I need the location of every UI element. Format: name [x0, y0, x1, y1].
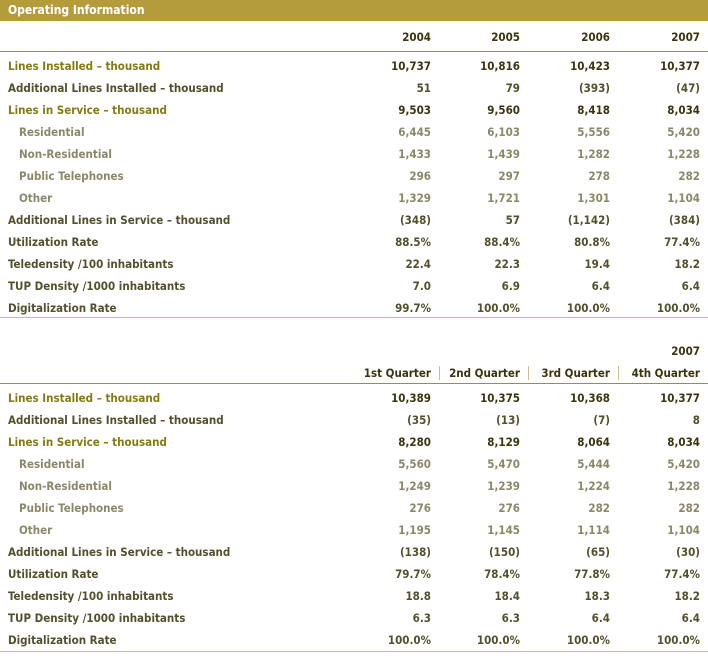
annual-header-row — [0, 27, 708, 49]
row-value: 57 — [505, 213, 520, 227]
table-row — [0, 432, 708, 454]
row-value: 10,737 — [391, 59, 431, 73]
divider — [0, 51, 708, 52]
row-value: 18.3 — [584, 589, 610, 603]
row-value: 1,721 — [487, 191, 520, 205]
row-value: 10,389 — [391, 391, 431, 405]
row-value: 18.8 — [405, 589, 431, 603]
row-value: 1,104 — [667, 191, 700, 205]
row-value: 1,282 — [577, 147, 610, 161]
column-separator — [439, 366, 440, 380]
row-value: 18.2 — [674, 589, 700, 603]
table-row — [0, 56, 708, 78]
divider — [0, 383, 708, 384]
column-separator — [528, 366, 529, 380]
row-label: Other — [19, 191, 53, 205]
row-value: 1,433 — [398, 147, 431, 161]
row-label: Digitalization Rate — [8, 633, 117, 647]
table-row — [0, 608, 708, 630]
row-value: 296 — [409, 169, 431, 183]
table-row — [0, 188, 708, 210]
row-value: (13) — [496, 413, 520, 427]
row-value: 7.0 — [412, 279, 431, 293]
row-label: Residential — [19, 125, 85, 139]
row-value: 99.7% — [395, 301, 431, 315]
row-value: 8,064 — [577, 435, 610, 449]
row-value: 276 — [498, 501, 520, 515]
row-value: 6.9 — [501, 279, 520, 293]
row-value: 5,560 — [398, 457, 431, 471]
row-value: 78.4% — [484, 567, 520, 581]
row-value: 5,420 — [667, 125, 700, 139]
row-value: 5,420 — [667, 457, 700, 471]
row-value: 278 — [588, 169, 610, 183]
table-row — [0, 100, 708, 122]
table-row — [0, 254, 708, 276]
row-label: Residential — [19, 457, 85, 471]
row-value: 6.4 — [681, 611, 700, 625]
row-value: 8,034 — [667, 435, 700, 449]
table-row — [0, 144, 708, 166]
row-value: 8,034 — [667, 103, 700, 117]
row-value: 88.5% — [395, 235, 431, 249]
row-value: (348) — [399, 213, 431, 227]
row-label: TUP Density /1000 inhabitants — [8, 611, 186, 625]
row-value: 1,228 — [667, 479, 700, 493]
row-label: Additional Lines in Service – thousand — [8, 545, 231, 559]
table-row — [0, 232, 708, 254]
row-label: Additional Lines in Service – thousand — [8, 213, 231, 227]
row-value: 282 — [678, 169, 700, 183]
row-value: 8,418 — [577, 103, 610, 117]
row-value: (150) — [488, 545, 520, 559]
row-value: 5,556 — [577, 125, 610, 139]
table-row — [0, 166, 708, 188]
row-value: 1,239 — [487, 479, 520, 493]
row-value: 6,103 — [487, 125, 520, 139]
row-label: Non-Residential — [19, 479, 112, 493]
table-row — [0, 410, 708, 432]
quarterly-table — [0, 341, 708, 385]
row-label: TUP Density /1000 inhabitants — [8, 279, 186, 293]
year-label: 2007 — [671, 344, 700, 358]
row-value: 1,224 — [577, 479, 610, 493]
row-value: 18.2 — [674, 257, 700, 271]
row-label: Additional Lines Installed – thousand — [8, 81, 224, 95]
row-value: 88.4% — [484, 235, 520, 249]
table-row — [0, 210, 708, 232]
column-header: 2005 — [491, 30, 520, 44]
row-value: 100.0% — [476, 633, 520, 647]
row-value: 100.0% — [476, 301, 520, 315]
quarterly-header-row — [0, 363, 708, 385]
column-header: 1st Quarter — [363, 366, 431, 380]
row-label: Utilization Rate — [8, 235, 99, 249]
row-label: Additional Lines Installed – thousand — [8, 413, 224, 427]
row-value: 1,329 — [398, 191, 431, 205]
row-label: Lines in Service – thousand — [8, 103, 167, 117]
column-header: 3rd Quarter — [541, 366, 610, 380]
row-label: Lines Installed – thousand — [8, 59, 161, 73]
row-value: 100.0% — [656, 301, 700, 315]
row-label: Public Telephones — [19, 501, 124, 515]
row-label: Teledensity /100 inhabitants — [8, 589, 174, 603]
row-value: 51 — [416, 81, 431, 95]
divider — [0, 651, 708, 652]
table-row — [0, 388, 708, 410]
row-value: (384) — [668, 213, 700, 227]
table-row — [0, 542, 708, 564]
row-value: (65) — [586, 545, 610, 559]
column-separator — [618, 366, 619, 380]
row-value: 10,377 — [660, 59, 700, 73]
row-value: 1,301 — [577, 191, 610, 205]
table-row — [0, 586, 708, 608]
row-label: Lines Installed – thousand — [8, 391, 161, 405]
row-value: 1,195 — [398, 523, 431, 537]
table-row — [0, 454, 708, 476]
row-value: (393) — [578, 81, 610, 95]
row-value: 8,280 — [398, 435, 431, 449]
column-header: 2006 — [581, 30, 610, 44]
row-value: (138) — [399, 545, 431, 559]
table-row — [0, 520, 708, 542]
section-title: Operating Information — [8, 3, 145, 17]
row-value: 276 — [409, 501, 431, 515]
row-value: 80.8% — [574, 235, 610, 249]
row-value: (1,142) — [567, 213, 610, 227]
row-value: 77.8% — [574, 567, 610, 581]
row-value: 100.0% — [656, 633, 700, 647]
table-row — [0, 78, 708, 100]
row-value: 6.4 — [681, 279, 700, 293]
row-value: 6.4 — [591, 279, 610, 293]
table-row — [0, 630, 708, 652]
row-value: 282 — [678, 501, 700, 515]
table-row — [0, 498, 708, 520]
section-header — [0, 0, 708, 21]
table-row — [0, 122, 708, 144]
row-value: 1,114 — [577, 523, 610, 537]
row-value: 5,470 — [487, 457, 520, 471]
row-value: 1,439 — [487, 147, 520, 161]
table-row — [0, 476, 708, 498]
row-value: 1,228 — [667, 147, 700, 161]
row-value: 100.0% — [566, 633, 610, 647]
row-label: Non-Residential — [19, 147, 112, 161]
row-value: 9,503 — [398, 103, 431, 117]
row-value: 10,377 — [660, 391, 700, 405]
column-header: 2007 — [671, 30, 700, 44]
row-label: Teledensity /100 inhabitants — [8, 257, 174, 271]
row-value: 18.4 — [494, 589, 520, 603]
row-value: 6.3 — [501, 611, 520, 625]
row-value: (35) — [407, 413, 431, 427]
row-label: Lines in Service – thousand — [8, 435, 167, 449]
quarterly-year-row — [0, 341, 708, 363]
annual-table-body — [0, 56, 708, 320]
table-row — [0, 276, 708, 298]
row-value: 100.0% — [566, 301, 610, 315]
row-value: 8,129 — [487, 435, 520, 449]
row-value: 1,104 — [667, 523, 700, 537]
column-header: 2nd Quarter — [449, 366, 520, 380]
row-label: Other — [19, 523, 53, 537]
row-value: 6.3 — [412, 611, 431, 625]
column-header: 2004 — [402, 30, 431, 44]
row-value: 297 — [498, 169, 520, 183]
row-value: 22.4 — [405, 257, 431, 271]
row-value: 10,375 — [480, 391, 520, 405]
row-value: 100.0% — [387, 633, 431, 647]
row-value: (47) — [676, 81, 700, 95]
row-value: 1,249 — [398, 479, 431, 493]
row-value: 77.4% — [664, 235, 700, 249]
row-value: 10,368 — [570, 391, 610, 405]
row-value: 8 — [692, 413, 700, 427]
row-value: 19.4 — [584, 257, 610, 271]
row-value: 77.4% — [664, 567, 700, 581]
divider — [0, 317, 708, 318]
row-value: (30) — [676, 545, 700, 559]
row-label: Public Telephones — [19, 169, 124, 183]
table-row — [0, 564, 708, 586]
row-value: 22.3 — [494, 257, 520, 271]
column-header: 4th Quarter — [631, 366, 700, 380]
row-value: (7) — [593, 413, 610, 427]
row-value: 10,816 — [480, 59, 520, 73]
row-value: 5,444 — [577, 457, 610, 471]
row-value: 6.4 — [591, 611, 610, 625]
quarterly-table-body — [0, 388, 708, 652]
row-value: 79 — [505, 81, 520, 95]
row-label: Digitalization Rate — [8, 301, 117, 315]
annual-table — [0, 27, 708, 49]
row-value: 79.7% — [395, 567, 431, 581]
row-label: Utilization Rate — [8, 567, 99, 581]
row-value: 9,560 — [487, 103, 520, 117]
row-value: 6,445 — [398, 125, 431, 139]
row-value: 10,423 — [570, 59, 610, 73]
row-value: 282 — [588, 501, 610, 515]
row-value: 1,145 — [487, 523, 520, 537]
